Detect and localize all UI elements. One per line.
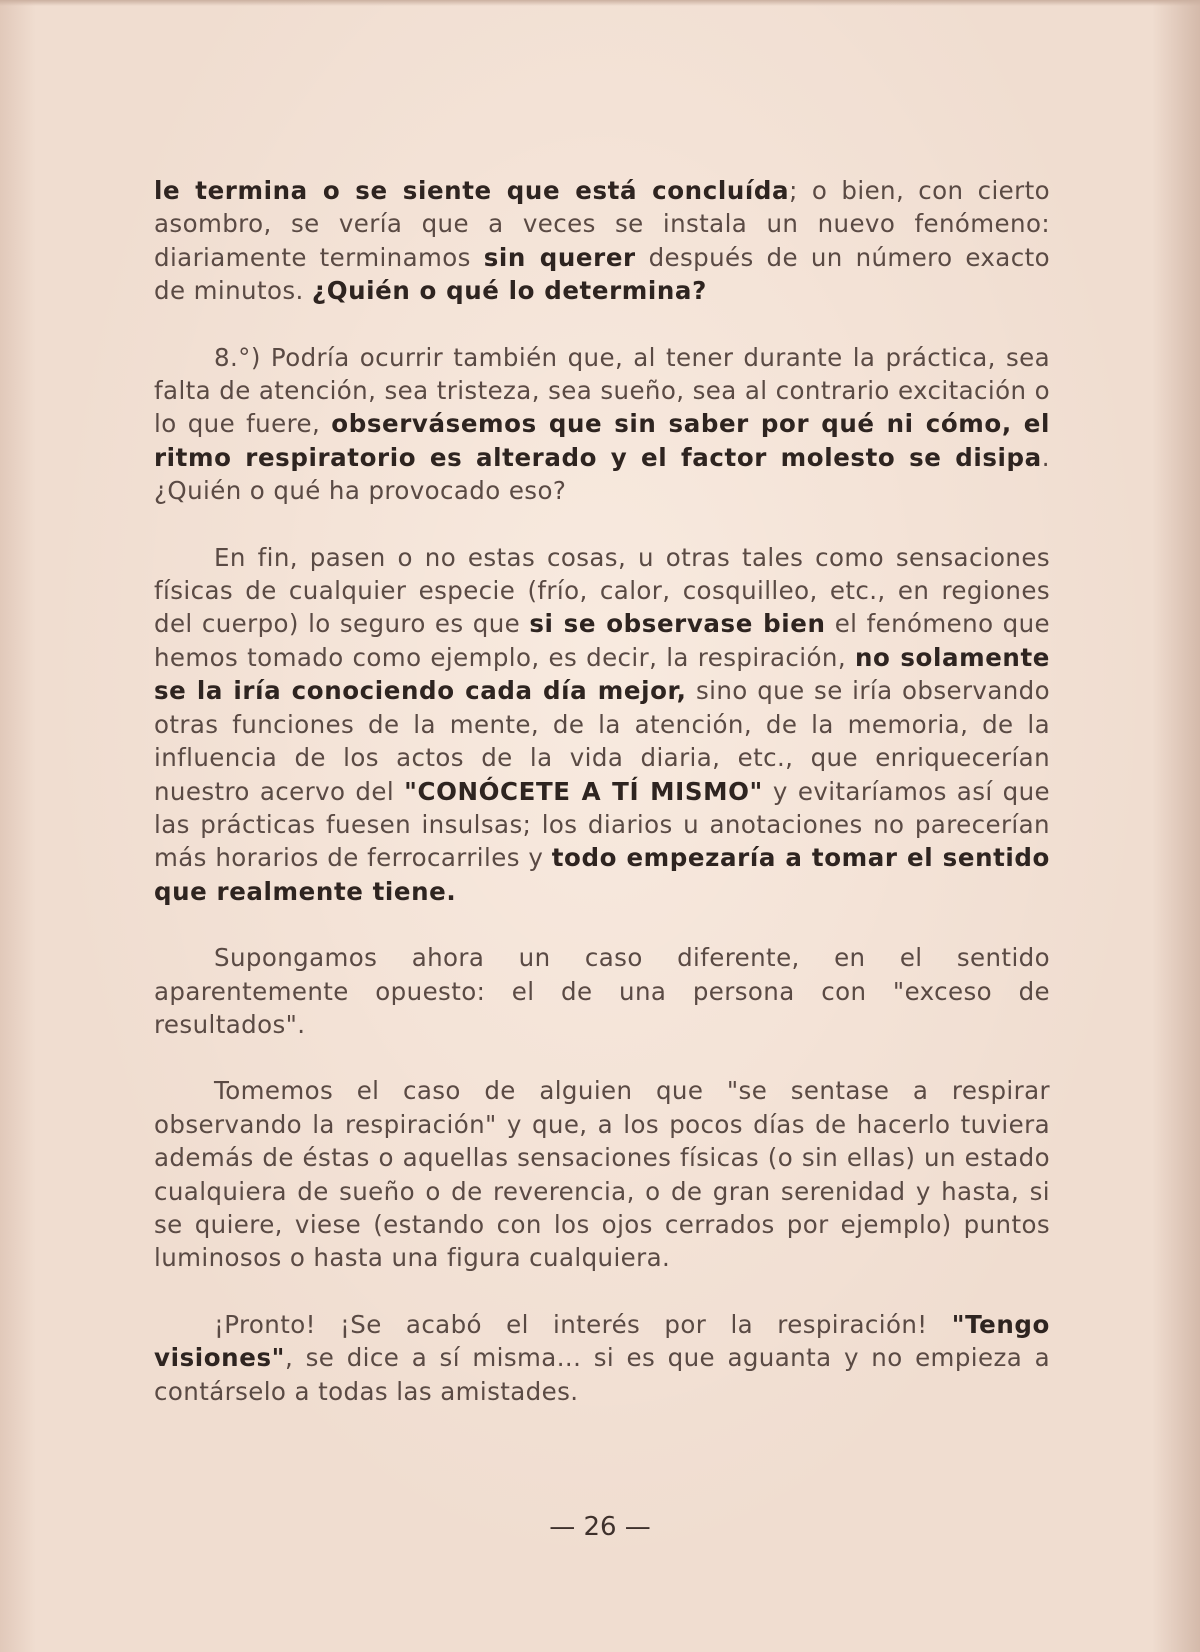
bold-text-run: "CONÓCETE A TÍ MISMO" <box>404 776 763 806</box>
bold-text-run: le termina o se siente que está concluída <box>154 176 790 205</box>
bold-text-run: ¿Quién o qué lo determina? <box>311 276 707 306</box>
text-run: ; o bien, con cierto asombro, se vería que a veces se instala un nuevo fenómeno: diariamente terminamos <box>154 176 1050 272</box>
paragraph <box>154 541 1050 908</box>
bold-text-run: observásemos que sin saber por qué ni cómo, el ritmo respiratorio es alterado y el factor molesto se disipa <box>154 409 1050 472</box>
bold-text-run: no solamente se la iría conociendo cada día mejor, <box>154 642 1050 706</box>
text-run: , se dice a sí misma... si es que aguanta y no empieza a contárselo a todas las amistades. <box>154 1343 1050 1406</box>
text-run: ¡Pronto! ¡Se acabó el interés por la respiración! <box>214 1309 952 1339</box>
bold-text-run: todo empezaría a tomar el sentido que realmente tiene. <box>154 843 1050 906</box>
text-run: después de un número exacto de minutos. <box>154 242 1050 306</box>
text-run: el fenómeno que hemos tomado como ejemplo, es decir, la respiración, <box>154 609 1051 672</box>
text-run: En fin, pasen o no estas cosas, u otras tales como sensaciones físicas de cualquier especie (frío, calor, cosquilleo, etc., en regiones del cuerpo) lo seguro es que <box>154 542 1050 639</box>
page-body-text <box>154 174 1050 1441</box>
text-run: . ¿Quién o qué ha provocado eso? <box>154 442 1050 506</box>
text-run: 8.°) Podría ocurrir también que, al tener durante la práctica, sea falta de atención, sea tristeza, sea sueño, sea al contrario excitación o lo que fuere, <box>154 342 1050 439</box>
paragraph <box>154 1074 1050 1274</box>
text-run: Supongamos ahora un caso diferente, en el sentido aparentemente opuesto: el de una persona con "exceso de resultados". <box>154 943 1050 1039</box>
page-number: — 26 — <box>549 1512 651 1542</box>
paragraph <box>154 1308 1050 1408</box>
paragraph <box>154 341 1050 508</box>
text-run: Tomemos el caso de alguien que "se sentase a respirar observando la respiración" y que, a los pocos días de hacerlo tuviera además de éstas o aquellas sensaciones físicas (o sin ellas) un estado cualquiera de sueño o de reverencia, o de gran serenidad y hasta, si se quiere, viese (estando con los ojos cerrados por ejemplo) puntos luminosos o hasta una figura cualquiera. <box>154 1076 1050 1273</box>
paragraph <box>154 174 1050 308</box>
text-run: sino que se iría observando otras funciones de la mente, de la atención, de la memoria, de la influencia de los actos de la vida diaria, etc., que enriquecerían nuestro acervo del <box>154 676 1051 806</box>
bold-text-run: si se observase bien <box>529 609 826 639</box>
bold-text-run: sin querer <box>483 242 636 272</box>
paragraph <box>154 941 1050 1041</box>
bold-text-run: "Tengo visiones" <box>154 1309 1050 1373</box>
page-top-edge <box>0 0 1200 6</box>
text-run: y evitaríamos así que las prácticas fuesen insulsas; los diarios u anotaciones no parecerían más horarios de ferrocarriles y <box>154 776 1050 873</box>
